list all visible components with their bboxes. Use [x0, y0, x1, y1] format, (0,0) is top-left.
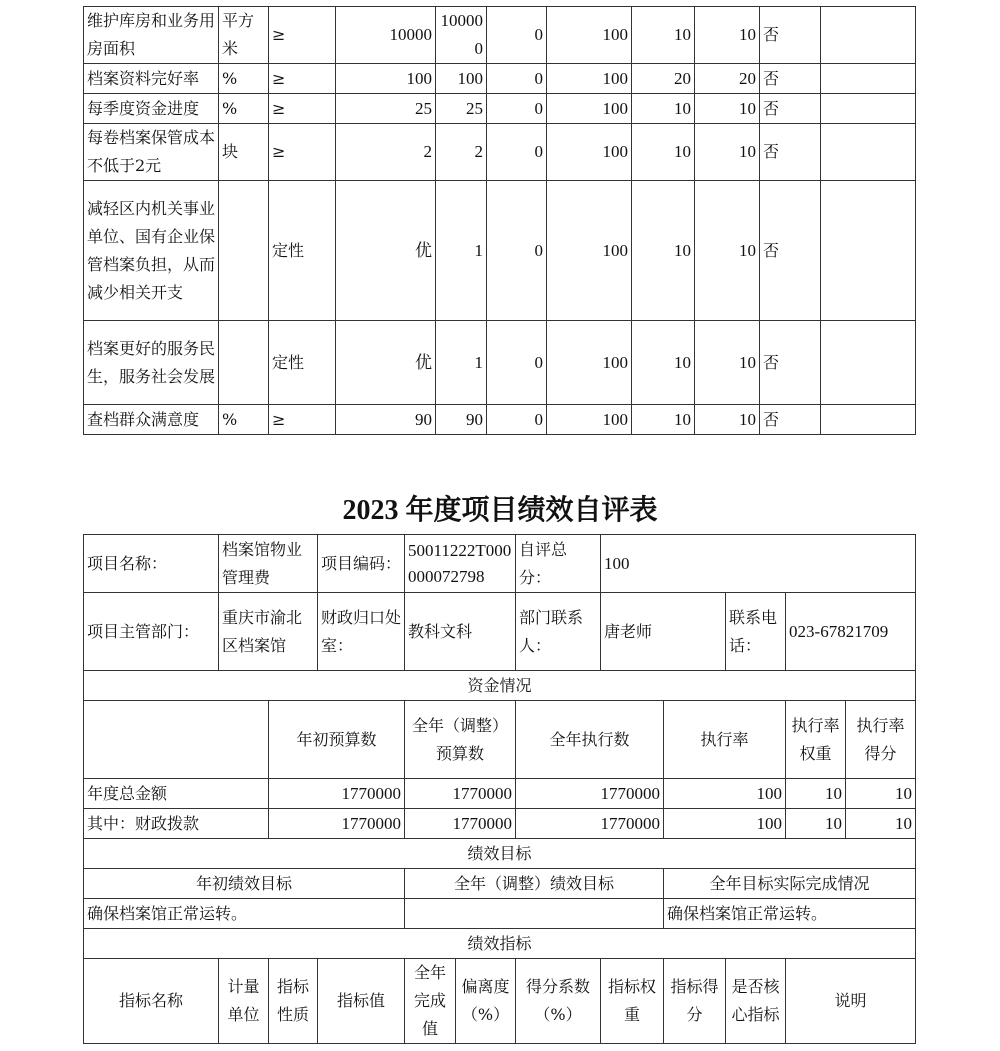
- indicators-section-header: 绩效指标: [84, 929, 916, 959]
- indicator-note-cell: [821, 7, 916, 64]
- indicator-target-cell: 优: [336, 181, 436, 321]
- funds-header: 执行率: [664, 701, 786, 779]
- indicator-name-cell: 每季度资金进度: [84, 94, 219, 124]
- funds-row: [84, 809, 916, 839]
- indicator-core-cell: 否: [760, 94, 821, 124]
- goals-value: [405, 899, 664, 929]
- indicator-coef-cell: 100: [547, 181, 632, 321]
- indicator-note-cell: [821, 405, 916, 435]
- indicator-score-cell: 10: [695, 405, 760, 435]
- indicator-header: 得分系数（%）: [516, 959, 601, 1044]
- indicator-name-cell: 档案更好的服务民生，服务社会发展: [84, 321, 219, 405]
- indicator-unit-cell: %: [219, 405, 269, 435]
- indicator-header: 全年完成值: [405, 959, 456, 1044]
- indicator-actual-cell: 1: [436, 181, 487, 321]
- indicator-header: 指标名称: [84, 959, 219, 1044]
- funds-cell: 10: [846, 809, 916, 839]
- goals-header: 年初绩效目标: [84, 869, 405, 899]
- indicator-weight-cell: 10: [632, 7, 695, 64]
- indicator-dev-cell: 0: [487, 405, 547, 435]
- funds-cell: 1770000: [269, 779, 405, 809]
- indicator-header: 是否核心指标: [726, 959, 786, 1044]
- funds-cell: 100: [664, 809, 786, 839]
- indicator-weight-cell: 10: [632, 94, 695, 124]
- funds-cell: 1770000: [405, 779, 516, 809]
- indicator-target-cell: 25: [336, 94, 436, 124]
- indicator-coef-cell: 100: [547, 321, 632, 405]
- goals-value: 确保档案馆正常运转。: [84, 899, 405, 929]
- phone-value: 023-67821709: [786, 593, 916, 671]
- indicator-score-cell: 10: [695, 94, 760, 124]
- self-score-label: 自评总分：: [516, 535, 601, 593]
- funds-cell: 1770000: [516, 809, 664, 839]
- indicator-name-cell: 查档群众满意度: [84, 405, 219, 435]
- indicator-dev-cell: 0: [487, 181, 547, 321]
- evaluation-table: [83, 534, 916, 1044]
- funds-section-header: 资金情况: [84, 671, 916, 701]
- indicator-weight-cell: 20: [632, 64, 695, 94]
- indicator-actual-cell: 90: [436, 405, 487, 435]
- indicator-coef-cell: 100: [547, 124, 632, 181]
- phone-label: 联系电话：: [726, 593, 786, 671]
- funds-header: 年初预算数: [269, 701, 405, 779]
- indicator-coef-cell: 100: [547, 7, 632, 64]
- indicator-nature-cell: 定性: [269, 321, 336, 405]
- indicator-name-cell: 每卷档案保管成本不低于2元: [84, 124, 219, 181]
- funds-cell: 10: [786, 779, 846, 809]
- indicator-unit-cell: 平方米: [219, 7, 269, 64]
- indicator-name-cell: 减轻区内机关事业单位、国有企业保管档案负担，从而减少相关开支: [84, 181, 219, 321]
- indicator-name-cell: 维护库房和业务用房面积: [84, 7, 219, 64]
- indicator-target-cell: 优: [336, 321, 436, 405]
- indicator-dev-cell: 0: [487, 124, 547, 181]
- funds-row: [84, 779, 916, 809]
- self-score-value: 100: [601, 535, 916, 593]
- project-name-value: 档案馆物业管理费: [219, 535, 318, 593]
- indicator-nature-cell: ≥: [269, 94, 336, 124]
- indicator-actual-cell: 100: [436, 64, 487, 94]
- indicator-score-cell: 10: [695, 181, 760, 321]
- indicator-core-cell: 否: [760, 405, 821, 435]
- indicator-coef-cell: 100: [547, 405, 632, 435]
- funds-header: 全年（调整）预算数: [405, 701, 516, 779]
- indicator-weight-cell: 10: [632, 321, 695, 405]
- indicator-weight-cell: 10: [632, 405, 695, 435]
- indicator-weight-cell: 10: [632, 181, 695, 321]
- indicator-nature-cell: 定性: [269, 181, 336, 321]
- indicator-row: [84, 405, 916, 435]
- goals-header: 全年目标实际完成情况: [664, 869, 916, 899]
- indicator-target-cell: 90: [336, 405, 436, 435]
- indicator-core-cell: 否: [760, 7, 821, 64]
- indicator-dev-cell: 0: [487, 7, 547, 64]
- contact-label: 部门联系人：: [516, 593, 601, 671]
- indicator-row: [84, 181, 916, 321]
- indicator-core-cell: 否: [760, 181, 821, 321]
- indicator-unit-cell: 块: [219, 124, 269, 181]
- indicator-weight-cell: 10: [632, 124, 695, 181]
- funds-cell: 1770000: [269, 809, 405, 839]
- indicator-name-cell: 档案资料完好率: [84, 64, 219, 94]
- goals-section-header: 绩效目标: [84, 839, 916, 869]
- funds-cell: 10: [846, 779, 916, 809]
- indicator-actual-cell: 1: [436, 321, 487, 405]
- indicator-core-cell: 否: [760, 321, 821, 405]
- indicator-header: 计量单位: [219, 959, 269, 1044]
- indicator-header: 指标性质: [269, 959, 318, 1044]
- project-code-value: 50011222T000000072798: [405, 535, 516, 593]
- funds-header: 全年执行数: [516, 701, 664, 779]
- indicator-table-top: [83, 6, 916, 435]
- indicator-note-cell: [821, 321, 916, 405]
- finance-office-label: 财政归口处室：: [318, 593, 405, 671]
- indicator-header: 偏离度（%）: [456, 959, 516, 1044]
- indicator-header: 指标权重: [601, 959, 664, 1044]
- indicator-row: [84, 94, 916, 124]
- funds-header-blank: [84, 701, 269, 779]
- indicator-actual-cell: 100000: [436, 7, 487, 64]
- finance-office-value: 教科文科: [405, 593, 516, 671]
- indicator-actual-cell: 25: [436, 94, 487, 124]
- indicator-target-cell: 10000: [336, 7, 436, 64]
- goals-header: 全年（调整）绩效目标: [405, 869, 664, 899]
- indicator-dev-cell: 0: [487, 64, 547, 94]
- indicator-note-cell: [821, 124, 916, 181]
- indicator-score-cell: 10: [695, 124, 760, 181]
- indicator-nature-cell: ≥: [269, 7, 336, 64]
- contact-value: 唐老师: [601, 593, 726, 671]
- indicator-note-cell: [821, 64, 916, 94]
- indicator-core-cell: 否: [760, 124, 821, 181]
- dept-value: 重庆市渝北区档案馆: [219, 593, 318, 671]
- project-code-label: 项目编码：: [318, 535, 405, 593]
- indicator-nature-cell: ≥: [269, 64, 336, 94]
- indicator-unit-cell: [219, 321, 269, 405]
- indicator-row: [84, 7, 916, 64]
- indicator-actual-cell: 2: [436, 124, 487, 181]
- indicator-score-cell: 20: [695, 64, 760, 94]
- indicator-header: 指标得分: [664, 959, 726, 1044]
- indicator-row: [84, 321, 916, 405]
- funds-header: 执行率权重: [786, 701, 846, 779]
- funds-row-label: 其中：财政拨款: [84, 809, 269, 839]
- funds-header: 执行率得分: [846, 701, 916, 779]
- indicator-unit-cell: [219, 181, 269, 321]
- indicator-row: [84, 124, 916, 181]
- indicator-unit-cell: %: [219, 64, 269, 94]
- indicator-dev-cell: 0: [487, 321, 547, 405]
- indicator-row: [84, 64, 916, 94]
- goals-value: 确保档案馆正常运转。: [664, 899, 916, 929]
- indicator-target-cell: 100: [336, 64, 436, 94]
- indicator-target-cell: 2: [336, 124, 436, 181]
- indicator-note-cell: [821, 94, 916, 124]
- indicator-nature-cell: ≥: [269, 124, 336, 181]
- indicator-score-cell: 10: [695, 7, 760, 64]
- indicator-header: 说明: [786, 959, 916, 1044]
- indicator-core-cell: 否: [760, 64, 821, 94]
- indicator-note-cell: [821, 181, 916, 321]
- indicator-unit-cell: %: [219, 94, 269, 124]
- funds-cell: 1770000: [516, 779, 664, 809]
- funds-row-label: 年度总金额: [84, 779, 269, 809]
- page-title: 2023 年度项目绩效自评表: [342, 495, 658, 526]
- indicator-coef-cell: 100: [547, 64, 632, 94]
- dept-label: 项目主管部门：: [84, 593, 219, 671]
- indicator-coef-cell: 100: [547, 94, 632, 124]
- funds-cell: 10: [786, 809, 846, 839]
- project-name-label: 项目名称：: [84, 535, 219, 593]
- indicator-score-cell: 10: [695, 321, 760, 405]
- indicator-nature-cell: ≥: [269, 405, 336, 435]
- funds-cell: 1770000: [405, 809, 516, 839]
- funds-cell: 100: [664, 779, 786, 809]
- indicator-dev-cell: 0: [487, 94, 547, 124]
- indicator-header: 指标值: [318, 959, 405, 1044]
